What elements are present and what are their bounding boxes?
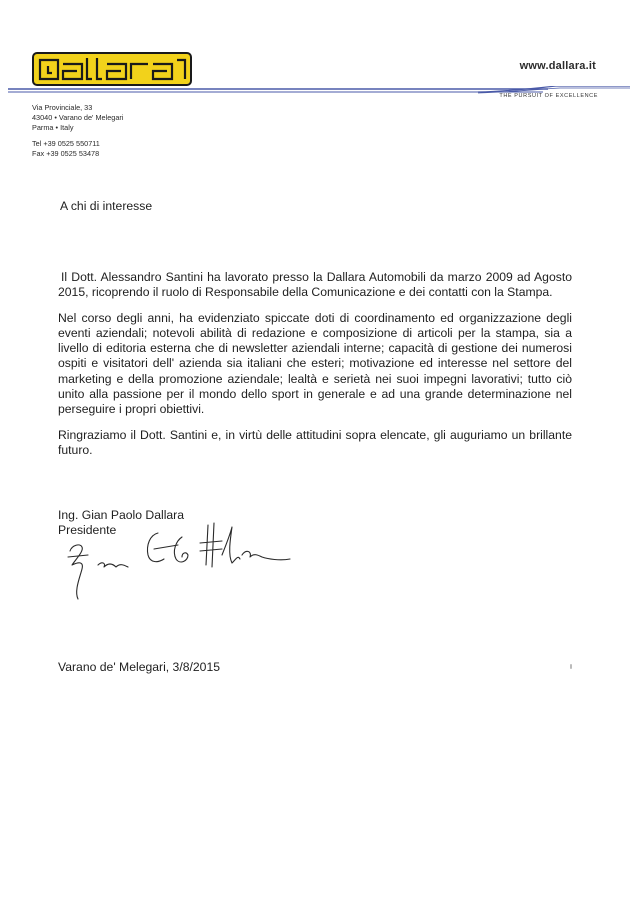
signer-name: Ing. Gian Paolo Dallara — [58, 508, 185, 522]
scan-speck — [570, 664, 572, 669]
paragraph: Ringraziamo il Dott. Santini e, in virtù delle attitudini sopra elencate, gli auguriamo un brillante futuro. — [58, 427, 572, 457]
place-date: Varano de' Melegari, 3/8/2015 — [58, 660, 221, 674]
address-block — [32, 103, 123, 159]
handwritten-signature — [58, 515, 318, 605]
address-fax: Fax +39 0525 53478 — [32, 148, 100, 158]
letter-body — [58, 270, 572, 468]
salutation: A chi di interesse — [60, 199, 153, 213]
address-city: 43040 • Varano de' Melegari — [32, 113, 124, 123]
paragraph: Nel corso degli anni, ha evidenziato spiccate doti di coordinamento ed organizzazione degli eventi aziendali; notevoli abilità di redazione e composizione di articoli per la stampa, sia a livello di editoria esterna che di newsletter aziendali interne; capacità di gestione dei numerosi ospiti e visitatori dell' azienda sia italiani che esteri; motivazione ed interesse nel settore del marketing e della promozione aziendale; lealtà e serietà nei suoi impegni lavorativi; tutto ciò unito alla passione per il mondo dello sport in generale e ad una grande determinazione nel perseguire i propri obiettivi. — [58, 310, 572, 417]
dallara-logo — [32, 52, 192, 86]
address-region: Parma • Italy — [32, 123, 74, 133]
address-tel: Tel +39 0525 550711 — [32, 138, 100, 148]
website-link[interactable]: www.dallara.it — [519, 60, 596, 72]
signer-title: Presidente — [58, 523, 117, 538]
paragraph: Il Dott. Alessandro Santini ha lavorato presso la Dallara Automobili da marzo 2009 ad Agosto 2015, ricoprendo il ruolo di Responsabile della Comunicazione e dei contatti con la Stampa. — [58, 270, 572, 300]
address-street: Via Provinciale, 33 — [32, 103, 93, 112]
tagline: THE PURSUIT OF EXCELLENCE — [499, 93, 598, 99]
